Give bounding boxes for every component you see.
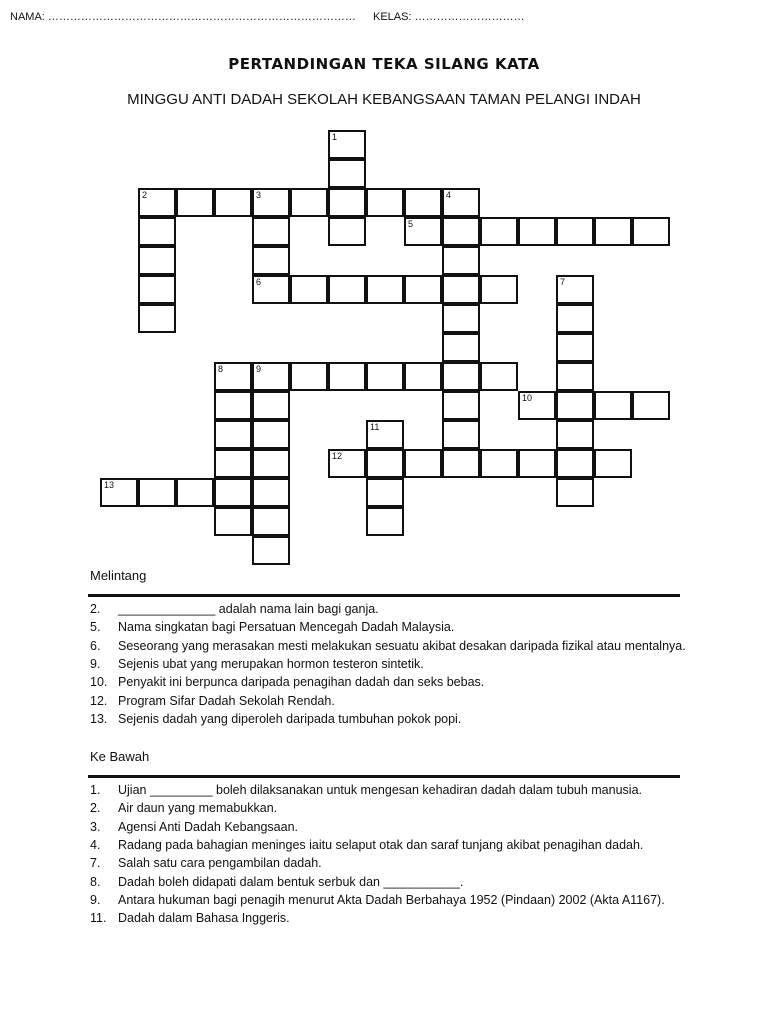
crossword-cell[interactable] [252, 391, 290, 420]
crossword-cell[interactable] [442, 217, 480, 246]
crossword-cell[interactable] [366, 188, 404, 217]
clue-item-text: Dadah boleh didapati dalam bentuk serbuk dan ___________. [118, 874, 464, 889]
clue-number: 10 [522, 393, 533, 403]
across-divider [88, 594, 680, 597]
clue-item-text: Sejenis dadah yang diperoleh daripada tumbuhan pokok popi. [118, 711, 462, 726]
clue-number: 6 [256, 277, 262, 287]
clue-number: 4 [446, 190, 452, 200]
page-title: PERTANDINGAN TEKA SILANG KATA [228, 55, 540, 73]
crossword-cell[interactable] [252, 536, 290, 565]
crossword-cell[interactable] [214, 420, 252, 449]
crossword-cell[interactable] [366, 478, 404, 507]
crossword-cell[interactable] [442, 275, 480, 304]
crossword-cell[interactable] [632, 391, 670, 420]
crossword-cell[interactable] [594, 391, 632, 420]
clue-item-number: 4. [90, 837, 101, 852]
down-divider [88, 775, 680, 778]
crossword-cell[interactable] [252, 217, 290, 246]
crossword-cell[interactable] [138, 246, 176, 275]
across-heading: Melintang [90, 568, 147, 583]
crossword-cell[interactable] [442, 362, 480, 391]
crossword-cell[interactable] [138, 275, 176, 304]
crossword-cell[interactable] [632, 217, 670, 246]
clue-item-text: Ujian _________ boleh dilaksanakan untuk mengesan kehadiran dadah dalam tubuh manusia. [118, 783, 642, 797]
crossword-cell[interactable] [556, 391, 594, 420]
crossword-cell[interactable] [328, 275, 366, 304]
clue-item-number: 13. [90, 711, 108, 726]
crossword-cell[interactable] [518, 449, 556, 478]
crossword-cell[interactable] [252, 362, 290, 391]
crossword-cell[interactable] [556, 333, 594, 362]
crossword-cell[interactable] [442, 420, 480, 449]
clue-item-text: Antara hukuman bagi penagih menurut Akta Dadah Berbahaya 1952 (Pindaan) 2002 (Akta A1167). [118, 892, 665, 907]
crossword-cell[interactable] [404, 188, 442, 217]
clue-number: 5 [408, 219, 414, 229]
clue-item-number: 2. [90, 602, 101, 616]
crossword-cell[interactable] [518, 217, 556, 246]
crossword-cell[interactable] [556, 478, 594, 507]
crossword-cell[interactable] [214, 478, 252, 507]
clue-item-text: Radang pada bahagian meninges iaitu selaput otak dan saraf tunjang akibat penagihan dadah. [118, 837, 644, 852]
crossword-cell[interactable] [556, 420, 594, 449]
crossword-cell[interactable] [176, 478, 214, 507]
crossword-cell[interactable] [442, 304, 480, 333]
crossword-cell[interactable] [290, 275, 328, 304]
clue-number: 13 [104, 480, 115, 490]
crossword-cell[interactable] [328, 217, 366, 246]
crossword-cell[interactable] [214, 449, 252, 478]
clue-item-number: 3. [90, 819, 101, 834]
crossword-cell[interactable] [366, 420, 404, 449]
crossword-cell[interactable] [366, 362, 404, 391]
crossword-cell[interactable] [138, 304, 176, 333]
crossword-cell[interactable] [138, 478, 176, 507]
crossword-cell[interactable] [442, 246, 480, 275]
class-field-label[interactable]: KELAS: ………………………… [373, 11, 525, 23]
crossword-cell[interactable] [290, 188, 328, 217]
crossword-cell[interactable] [290, 362, 328, 391]
clue-item [90, 820, 298, 834]
clue-item-text: ______________ adalah nama lain bagi ganja. [118, 602, 379, 616]
clue-number: 11 [370, 422, 380, 432]
down-heading: Ke Bawah [90, 749, 150, 764]
clue-item-text: Nama singkatan bagi Persatuan Mencegah Dadah Malaysia. [118, 620, 455, 635]
clue-item-number: 9. [90, 656, 101, 671]
crossword-cell[interactable] [556, 449, 594, 478]
clue-item [90, 856, 322, 870]
clue-item-number: 12. [90, 693, 108, 708]
clue-item-number: 6. [90, 638, 101, 653]
crossword-cell[interactable] [252, 449, 290, 478]
clue-item [90, 675, 484, 689]
clue-item [90, 657, 424, 671]
crossword-cell[interactable] [328, 449, 366, 478]
crossword-cell[interactable] [328, 159, 366, 188]
crossword-cell[interactable] [594, 449, 632, 478]
crossword-cell[interactable] [556, 304, 594, 333]
clue-number: 3 [256, 190, 262, 200]
crossword-cell[interactable] [214, 362, 252, 391]
crossword-cell[interactable] [442, 391, 480, 420]
clue-item [90, 893, 665, 907]
crossword-cell[interactable] [404, 217, 442, 246]
crossword-cell[interactable] [252, 420, 290, 449]
clue-number: 1 [332, 132, 338, 142]
crossword-cell[interactable] [252, 275, 290, 304]
clue-number: 12 [332, 451, 343, 461]
crossword-cell[interactable] [480, 449, 518, 478]
clue-item-text: Program Sifar Dadah Sekolah Rendah. [118, 693, 335, 708]
crossword-cell[interactable] [366, 275, 404, 304]
name-field-label[interactable]: NAMA: ………………………………………………………………………… [10, 11, 356, 23]
crossword-cell[interactable] [594, 217, 632, 246]
crossword-cell[interactable] [328, 362, 366, 391]
crossword-cell[interactable] [252, 188, 290, 217]
clue-item [90, 620, 454, 634]
clue-item-text: Dadah dalam Bahasa Inggeris. [118, 911, 290, 926]
clue-item-text: Salah satu cara pengambilan dadah. [118, 856, 322, 871]
crossword-cell[interactable] [252, 246, 290, 275]
clue-item [90, 838, 643, 852]
crossword-cell[interactable] [442, 333, 480, 362]
crossword-cell[interactable] [480, 362, 518, 391]
crossword-cell[interactable] [252, 478, 290, 507]
clue-item-text: Seseorang yang merasakan mesti melakukan sesuatu akibat desakan daripada fizikal atau mentalnya. [118, 638, 686, 653]
clue-item-text: Air daun yang memabukkan. [118, 801, 278, 816]
crossword-cell[interactable] [366, 507, 404, 536]
clue-item [90, 911, 290, 925]
crossword-cell[interactable] [138, 217, 176, 246]
clue-item [90, 783, 642, 797]
crossword-cell[interactable] [404, 449, 442, 478]
clue-item [90, 694, 335, 708]
clue-number: 8 [218, 364, 224, 374]
crossword-cell[interactable] [214, 188, 252, 217]
clue-item-number: 10. [90, 675, 108, 690]
crossword-cell[interactable] [328, 130, 366, 159]
clue-item [90, 875, 463, 889]
crossword-cell[interactable] [328, 188, 366, 217]
crossword-cell[interactable] [556, 217, 594, 246]
clue-item-number: 11. [90, 911, 107, 926]
crossword-cell[interactable] [442, 449, 480, 478]
crossword-cell[interactable] [480, 217, 518, 246]
clue-item-number: 5. [90, 620, 101, 635]
clue-item-number: 1. [90, 783, 101, 797]
crossword-cell[interactable] [518, 391, 556, 420]
clue-item [90, 801, 277, 815]
crossword-cell[interactable] [404, 362, 442, 391]
clue-item-text: Sejenis ubat yang merupakan hormon testeron sintetik. [118, 656, 424, 671]
clue-number: 9 [256, 364, 262, 374]
clue-item-number: 7. [90, 856, 101, 871]
crossword-cell[interactable] [176, 188, 214, 217]
crossword-cell[interactable] [100, 478, 138, 507]
crossword-cell[interactable] [214, 391, 252, 420]
crossword-cell[interactable] [556, 275, 594, 304]
clue-item-text: Penyakit ini berpunca daripada penagihan dadah dan seks bebas. [118, 675, 485, 690]
clue-item-number: 2. [90, 801, 101, 816]
crossword-cell[interactable] [138, 188, 176, 217]
crossword-cell[interactable] [556, 362, 594, 391]
clue-item-text: Agensi Anti Dadah Kebangsaan. [118, 819, 298, 834]
crossword-cell[interactable] [442, 188, 480, 217]
crossword-cell[interactable] [366, 449, 404, 478]
crossword-cell[interactable] [404, 275, 442, 304]
crossword-cell[interactable] [480, 275, 518, 304]
clue-item [90, 712, 461, 726]
clue-item-number: 8. [90, 874, 101, 889]
clue-item [90, 602, 379, 616]
clue-item-number: 9. [90, 892, 101, 907]
clue-number: 2 [142, 190, 148, 200]
clue-item [90, 639, 686, 653]
crossword-cell[interactable] [214, 507, 252, 536]
crossword-cell[interactable] [252, 507, 290, 536]
page-subtitle: MINGGU ANTI DADAH SEKOLAH KEBANGSAAN TAMAN PELANGI INDAH [127, 91, 641, 108]
clue-number: 7 [560, 277, 566, 287]
